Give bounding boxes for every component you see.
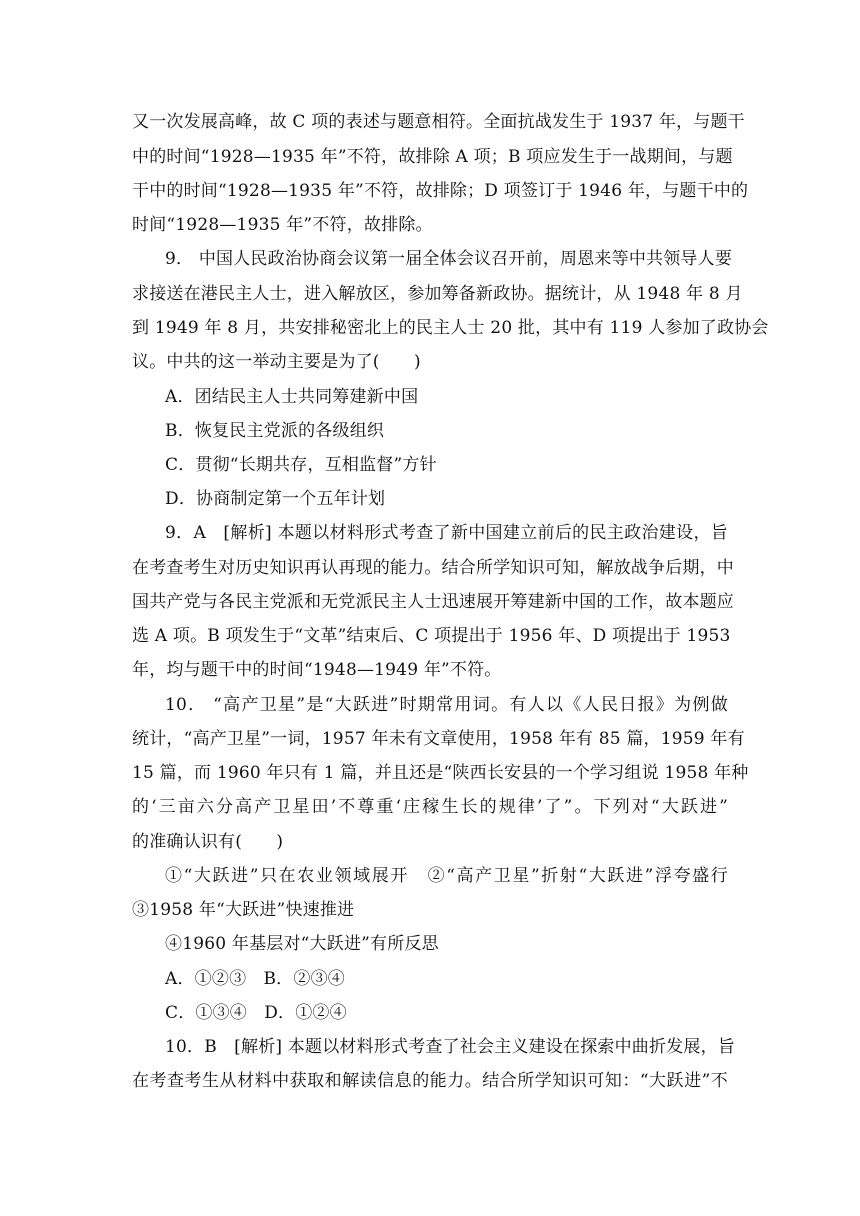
- text-line: 年，均与题干中的时间“1948—1949 年”不符。: [132, 660, 502, 680]
- text-line: ③1958 年“大跃进”快速推进: [132, 900, 355, 920]
- statement-options: ①“大跃进”只在农业领域展开 ②“高产卫星”折射“大跃进”浮夸盛行: [165, 866, 728, 886]
- text-line: 议。中共的这一举动主要是为了( ): [132, 352, 421, 372]
- text-line: 的准确认识有( ): [132, 832, 284, 852]
- text-line: 统计，“高产卫星”一词，1957 年未有文章使用，1958 年有 85 篇，1959 年有: [132, 729, 745, 749]
- question-10-stem: 10． “高产卫星”是“大跃进”时期常用词。有人以《人民日报》为例做: [165, 695, 728, 715]
- option-b: B．恢复民主党派的各级组织: [165, 421, 385, 441]
- answer-9-analysis: 9．A [解析] 本题以材料形式考查了新中国建立前后的民主政治建设，旨: [165, 523, 728, 543]
- text-line: 在考查考生对历史知识再认再现的能力。结合所学知识可知，解放战争后期，中: [132, 558, 734, 578]
- text-line: 在考查考生从材料中获取和解读信息的能力。结合所学知识可知：“大跃进”不: [132, 1071, 728, 1091]
- text-line: 又一次发展高峰，故 C 项的表述与题意相符。全面抗战发生于 1937 年，与题干: [132, 112, 745, 132]
- option-a: A．团结民主人士共同筹建新中国: [165, 387, 419, 407]
- option-c: C．贯彻“长期共存，互相监督”方针: [165, 455, 437, 475]
- answer-10-analysis: 10．B [解析] 本题以材料形式考查了社会主义建设在探索中曲折发展，旨: [165, 1037, 735, 1057]
- question-9-stem: 9． 中国人民政治协商会议第一届全体会议召开前，周恩来等中共领导人要: [165, 249, 733, 269]
- text-line: 的‘三亩六分高产卫星田’不尊重‘庄稼生长的规律’了”。下列对“大跃进”: [132, 797, 728, 817]
- option-row: C．①③④ D．①②④: [165, 1003, 347, 1023]
- option-d: D．协商制定第一个五年计划: [165, 489, 386, 509]
- text-line: 时间“1928—1935 年”不符，故排除。: [132, 215, 433, 235]
- text-line: 国共产党与各民主党派和无党派民主人士迅速展开筹建新中国的工作，故本题应: [132, 592, 734, 612]
- text-line: ④1960 年基层对“大跃进”有所反思: [165, 934, 439, 954]
- option-row: A．①②③ B．②③④: [165, 969, 345, 989]
- text-line: 中的时间“1928—1935 年”不符，故排除 A 项；B 项应发生于一战期间，与题: [132, 147, 733, 167]
- text-line: 到 1949 年 8 月，共安排秘密北上的民主人士 20 批，其中有 119 人参加了政协会: [132, 318, 769, 338]
- text-line: 求接送在港民主人士，进入解放区，参加筹备新政协。据统计，从 1948 年 8 月: [132, 284, 743, 304]
- text-line: 干中的时间“1928—1935 年”不符，故排除；D 项签订于 1946 年，与题干中的: [132, 181, 749, 201]
- text-line: 选 A 项。B 项发生于“文革”结束后、C 项提出于 1956 年、D 项提出于 1953: [132, 626, 731, 646]
- text-line: 15 篇，而 1960 年只有 1 篇，并且还是“陕西长安县的一个学习组说 1958 年种: [132, 763, 749, 783]
